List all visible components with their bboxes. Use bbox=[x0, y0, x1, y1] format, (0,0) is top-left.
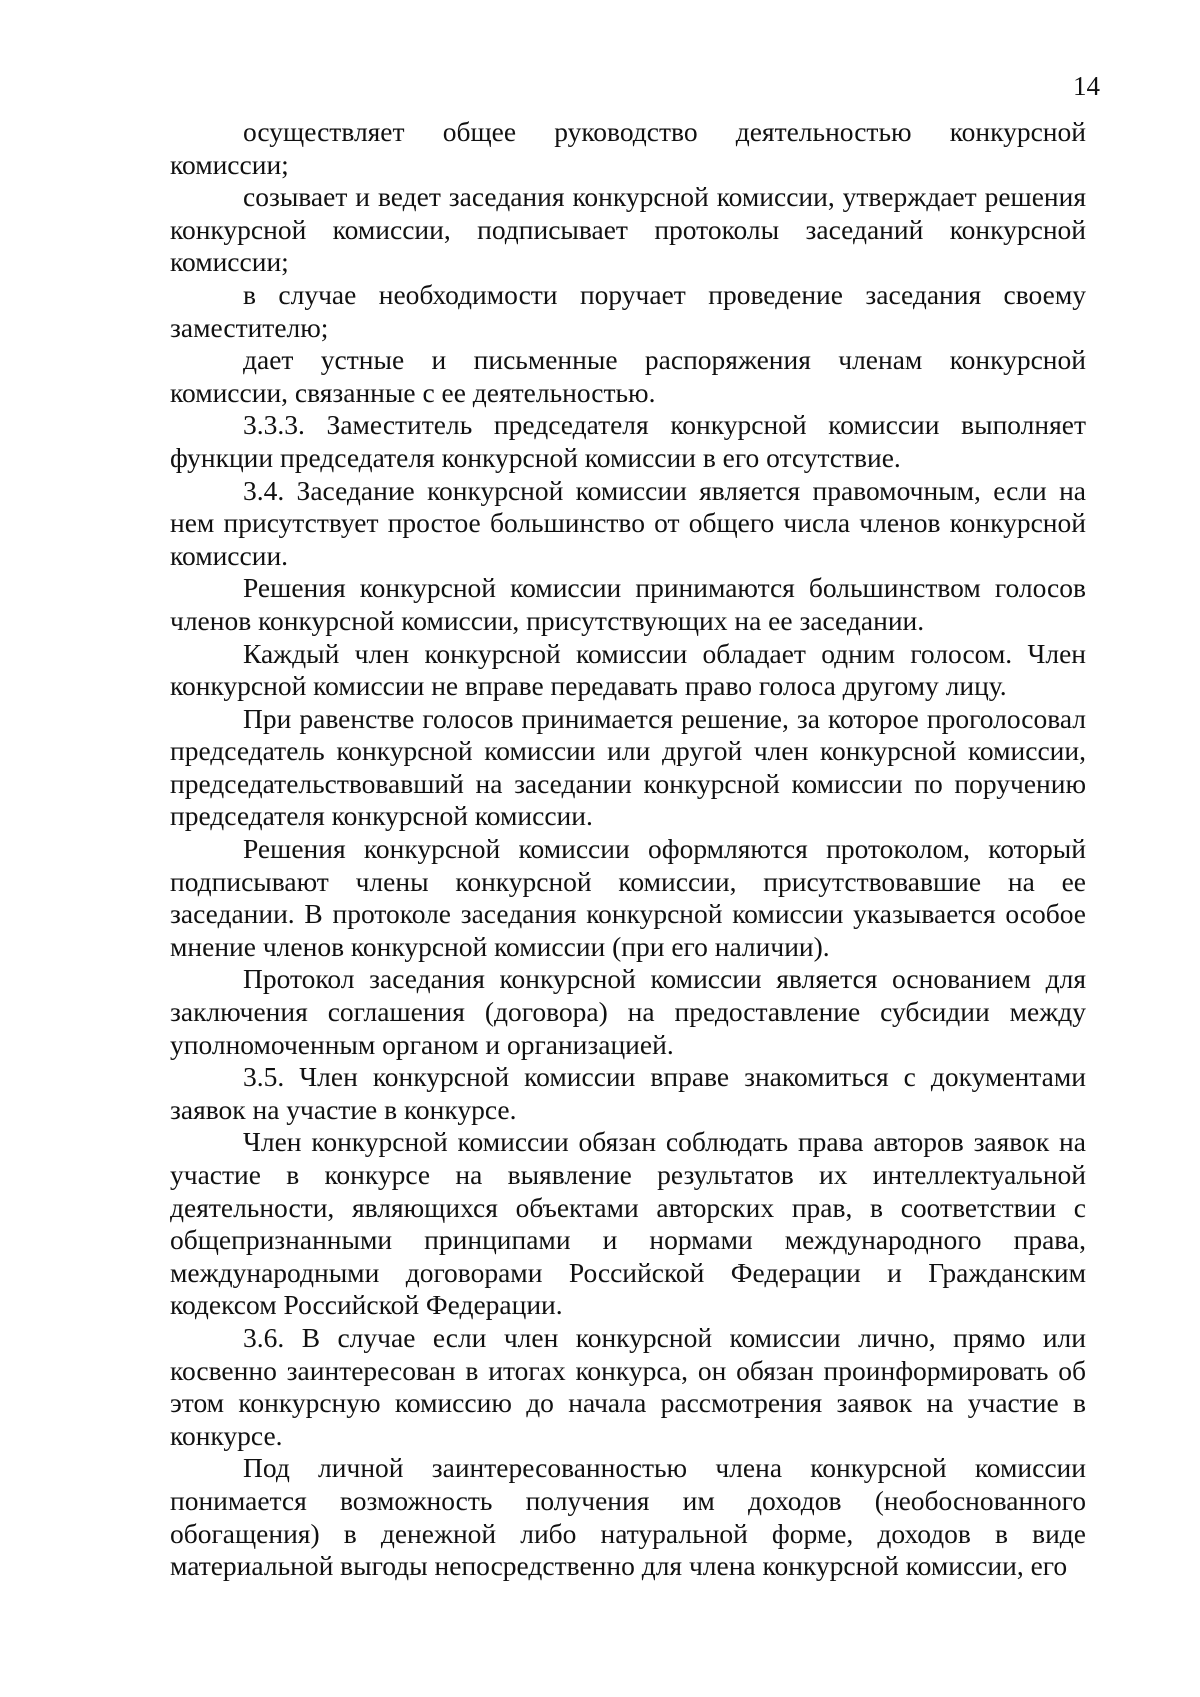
paragraph: созывает и ведет заседания конкурсной комиссии, утверждает решения конкурсной комиссии, подписывает протоколы заседаний конкурсной комиссии; bbox=[170, 181, 1086, 278]
paragraph-3-6: 3.6. В случае если член конкурсной комиссии лично, прямо или косвенно заинтересован в итогах конкурса, он обязан проинформировать об этом конкурсную комиссию до начала рассмотрения заявок на участие в конкурсе. bbox=[170, 1321, 1086, 1451]
paragraph: в случае необходимости поручает проведение заседания своему заместителю; bbox=[170, 278, 1086, 343]
paragraph: осуществляет общее руководство деятельностью конкурсной комиссии; bbox=[170, 116, 1086, 180]
paragraph: Под личной заинтересованностью члена конкурсной комиссии понимается возможность получения им доходов (необоснованного обогащения) в денежной либо натуральной форме, доходов в виде материальной выгоды непосредственно для члена конкурсной комиссии, его bbox=[170, 1452, 1086, 1582]
paragraph: Протокол заседания конкурсной комиссии является основанием для заключения соглашения (договора) на предоставление субсидии между уполномоченным органом и организацией. bbox=[170, 963, 1086, 1060]
paragraph: Решения конкурсной комиссии принимаются большинством голосов членов конкурсной комиссии, присутствующих на ее заседании. bbox=[170, 572, 1086, 636]
paragraph: Каждый член конкурсной комиссии обладает одним голосом. Член конкурсной комиссии не вправе передавать право голоса другому лицу. bbox=[170, 637, 1086, 702]
paragraph: Решения конкурсной комиссии оформляются протоколом, который подписывают члены конкурсной комиссии, присутствовавшие на ее заседании. В протоколе заседания конкурсной комиссии указывается особое мнение членов конкурсной комиссии (при его наличии). bbox=[170, 833, 1086, 962]
paragraph: дает устные и письменные распоряжения членам конкурсной комиссии, связанные с ее деятельностью. bbox=[170, 344, 1086, 408]
document-body bbox=[170, 116, 1086, 1583]
paragraph-3-5: 3.5. Член конкурсной комиссии вправе знакомиться с документами заявок на участие в конкурсе. bbox=[170, 1061, 1086, 1125]
paragraph-3-4: 3.4. Заседание конкурсной комиссии является правомочным, если на нем присутствует простое большинство от общего числа членов конкурсной комиссии. bbox=[170, 474, 1086, 571]
paragraph: Член конкурсной комиссии обязан соблюдать права авторов заявок на участие в конкурсе на выявление результатов их интеллектуальной деятельности, являющихся объектами авторских прав, в соответствии с общепризнанными принципами и нормами международного права, международными договорами Российской Федерации и Гражданским кодексом Российской Федерации. bbox=[170, 1126, 1086, 1321]
paragraph: При равенстве голосов принимается решение, за которое проголосовал председатель конкурсной комиссии или другой член конкурсной комиссии, председательствовавший на заседании конкурсной комиссии по поручению председателя конкурсной комиссии. bbox=[170, 702, 1086, 832]
paragraph-3-3-3: 3.3.3. Заместитель председателя конкурсной комиссии выполняет функции председателя конкурсной комиссии в его отсутствие. bbox=[170, 409, 1086, 473]
page-number: 14 bbox=[1073, 71, 1100, 101]
